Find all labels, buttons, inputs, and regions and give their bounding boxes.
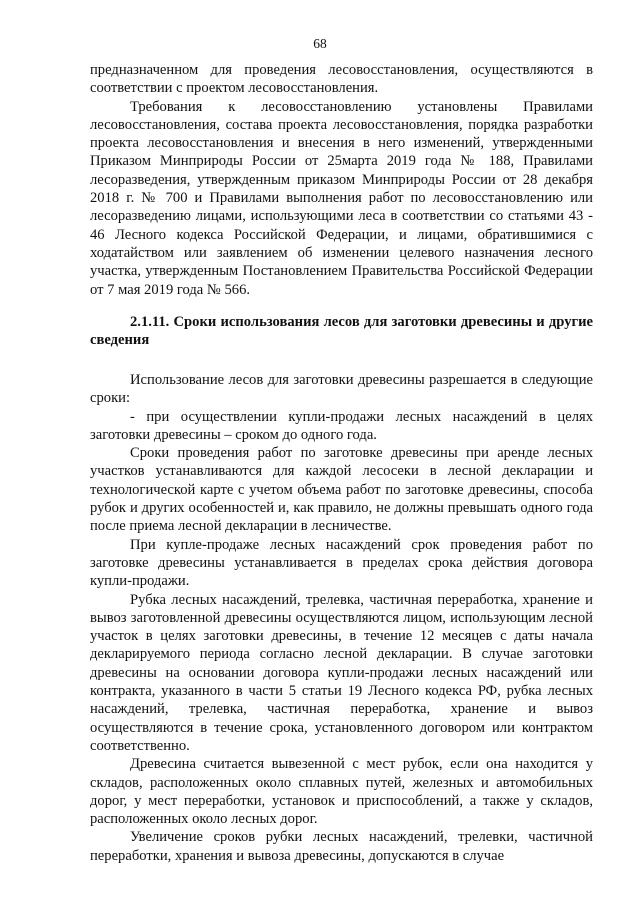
paragraph: Древесина считается вывезенной с мест рубок, если она находится у складов, расположенных около сплавных путей, железных и автомобильных дорог, у мест переработки, установок и приспособлений, а также у складов, расположенных около лесных дорог.	[90, 756, 593, 828]
section-heading: 2.1.11. Сроки использования лесов для заготовки древесины и другие сведения	[90, 314, 593, 349]
paragraph: - при осуществлении купли-продажи лесных насаждений в целях заготовки древесины – сроком до одного года.	[90, 408, 593, 443]
paragraph: Рубка лесных насаждений, трелевка, частичная переработка, хранение и вывоз заготовленной древесины осуществляются лицом, использующим лесной участок в целях заготовки древесины, в течение 12 месяцев с даты начала декларируемого периода согласно лесной декларации. В случае заготовки древесины на основании договора купли-продажи лесных насаждений или контракта, указанного в части 5 статьи 19 Лесного кодекса РФ, рубка лесных насаждений, трелевка, частичная переработка, хранение и вывоз осуществляются в течение срока, установленного договором или контрактом соответственно.	[90, 591, 593, 754]
requirements-paragraph: Требования к лесовосстановлению установлены Правилами лесовосстановления, состава проекта лесовосстановления, порядка разработки проекта лесовосстановления и внесения в него изменений, утвержденными Приказом Минприроды России от 25марта 2019 года № 188, Правилами лесоразведения, утвержденным приказом Минприроды России от 28 декабря 2018 г. № 700 и Правилами выполнения работ по лесовосстановлению или лесоразведению лицами, использующими леса в соответствии со статьями 43 - 46 Лесного кодекса Российской Федерации, и лицами, обратившимися с ходатайством или заявлением об изменении целевого назначения лесного участка, утвержденным Постановлением Правительства Российской Федерации от 7 мая 2019 года № 566.	[90, 98, 593, 298]
intro-block	[90, 61, 593, 299]
page-number: 68	[313, 36, 327, 51]
section-body	[90, 371, 593, 865]
paragraph: Увеличение сроков рубки лесных насаждений, трелевки, частичной переработки, хранения и вывоза древесины, допускаются в случае	[90, 829, 593, 864]
paragraph: Сроки проведения работ по заготовке древесины при аренде лесных участков устанавливаются для каждой лесосеки в лесной декларации и технологической карте с учетом объема работ по заготовке древесины, способа рубок и других особенностей и, как правило, не должны превышать одного года после приема лесной декларации в лесничестве.	[90, 445, 593, 535]
paragraph: При купле-продаже лесных насаждений срок проведения работ по заготовке древесины устанавливается в пределах срока действия договора купли-продажи.	[90, 536, 593, 590]
continuation-paragraph: предназначенном для проведения лесовосстановления, осуществляются в соответствии с проектом лесовосстановления.	[90, 62, 593, 97]
paragraph: Использование лесов для заготовки древесины разрешается в следующие сроки:	[90, 372, 593, 407]
